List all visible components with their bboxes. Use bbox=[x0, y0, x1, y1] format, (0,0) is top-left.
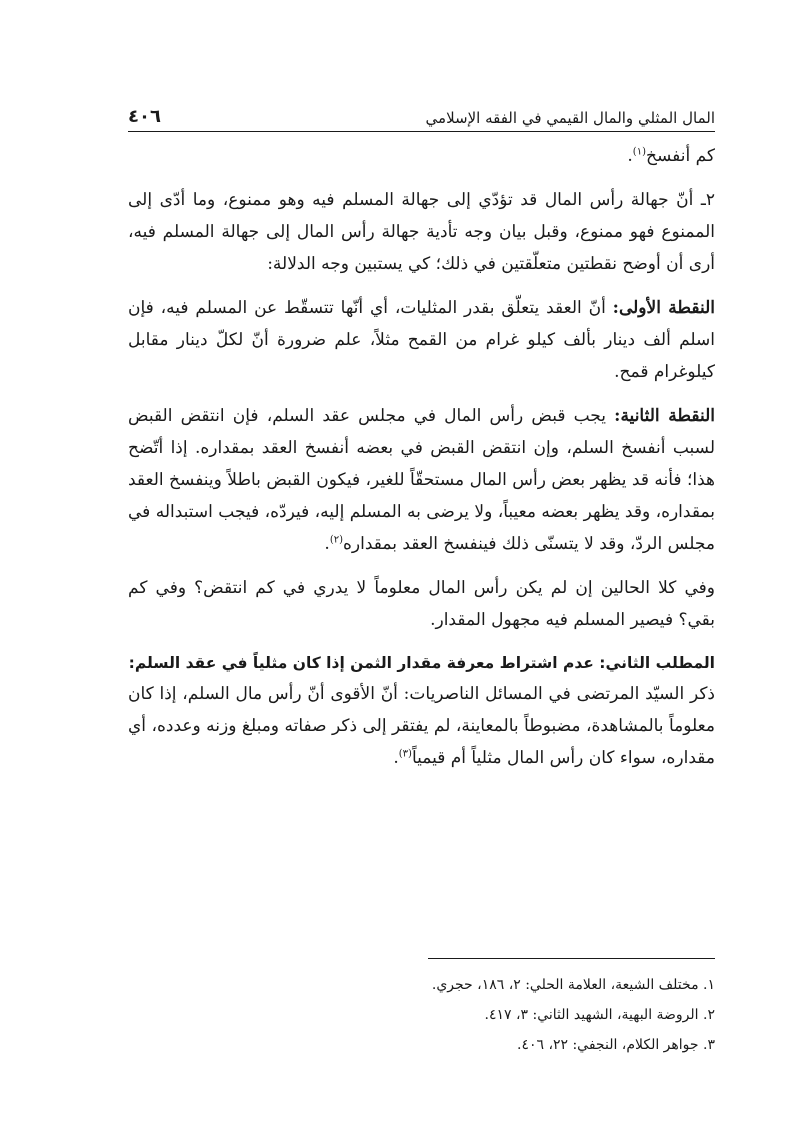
paragraph-6-end: . bbox=[393, 748, 399, 768]
footnote-ref-2: (٢) bbox=[329, 534, 344, 546]
point-two-label: النقطة الثانية: bbox=[614, 406, 715, 426]
footnote-3: ٣. جواهر الكلام، النجفي: ٢٢، ٤٠٦. bbox=[516, 1037, 715, 1053]
paragraph-4-end: . bbox=[324, 534, 330, 554]
section-heading: المطلب الثاني: عدم اشتراط معرفة مقدار الثمن إذا كان مثلياً في عقد السلم: bbox=[128, 654, 715, 672]
paragraph-1 bbox=[128, 140, 715, 172]
paragraph-3-text: أنّ العقد يتعلّق بقدر المثليات، أي أنّها تتسقّط عن المسلم فيه، فإن اسلم ألف دينار بألف كيلو غرام من القمح مثلاً، علم ضرورة أنّ لكلّ دينار مقابل كيلوغرام قمح. bbox=[128, 298, 715, 382]
footnote-ref-1: (١) bbox=[632, 146, 646, 158]
footnote-2: ٢. الروضة البهية، الشهيد الثاني: ٣، ٤١٧. bbox=[484, 1007, 715, 1023]
header-title: المال المثلي والمال القيمي في الفقه الإسلامي bbox=[425, 109, 715, 127]
paragraph-6 bbox=[128, 678, 715, 774]
paragraph-2: ٢ـ أنّ جهالة رأس المال قد تؤدّي إلى جهالة المسلم فيه وهو ممنوع، وما أدّى إلى الممنوع فهو ممنوع، وقبل بيان وجه تأدية جهالة رأس المال إلى جهالة المسلم فيه، أرى أن أوضح نقطتين متعلّقتين في ذلك؛ كي يستبين وجه الدلالة: bbox=[128, 190, 715, 274]
footnote-ref-3: (٣) bbox=[398, 748, 412, 760]
paragraph-3 bbox=[128, 292, 715, 388]
paragraph-4-text: يجب قبض رأس المال في مجلس عقد السلم، فإن انتقض القبض لسبب أنفسخ السلم، وإن انتقض القبض في بعضه أنفسخ العقد بمقداره. إذا أتّضح هذا؛ فأنه قد يظهر بعض رأس المال مستحقّاً للغير، فيكون القبض باطلاً وينفسخ العقد بمقداره، وقد يظهر بعضه معيباً، ولا يرضى به المسلم إليه، فيردّه، فيجب استبداله في مجلس الردّ، وقد لا يتسنّى ذلك فينفسخ العقد بمقداره bbox=[128, 406, 715, 554]
paragraph-5: وفي كلا الحالين إن لم يكن رأس المال معلوماً لا يدري في كم انتقض؟ وفي كم بقي؟ فيصير المسلم فيه مجهول المقدار. bbox=[128, 578, 715, 630]
point-one-label: النقطة الأولى: bbox=[612, 298, 715, 318]
running-header bbox=[128, 94, 715, 128]
paragraph-6-text: ذكر السيّد المرتضى في المسائل الناصريات: أنّ الأقوى أنّ رأس مال السلم، إذا كان معلوماً بالمشاهدة، مضبوطاً بالمعاينة، لم يفتقر إلى ذكر صفاته ومبلغ وزنه وعدده، أي مقداره، سواء كان رأس المال مثلياً أم قيمياً bbox=[128, 684, 715, 768]
page-number: ٤٠٦ bbox=[128, 106, 161, 127]
paragraph-1-text: كم أنفسخ bbox=[645, 146, 715, 166]
paragraph-4 bbox=[128, 400, 715, 560]
paragraph-1-end: . bbox=[627, 146, 633, 166]
footnote-1: ١. مختلف الشيعة، العلامة الحلي: ٢، ١٨٦، حجري. bbox=[431, 977, 715, 993]
footnote-rule bbox=[428, 958, 715, 959]
footnotes bbox=[128, 970, 715, 1060]
body-text bbox=[128, 140, 715, 774]
header-rule bbox=[128, 131, 715, 132]
